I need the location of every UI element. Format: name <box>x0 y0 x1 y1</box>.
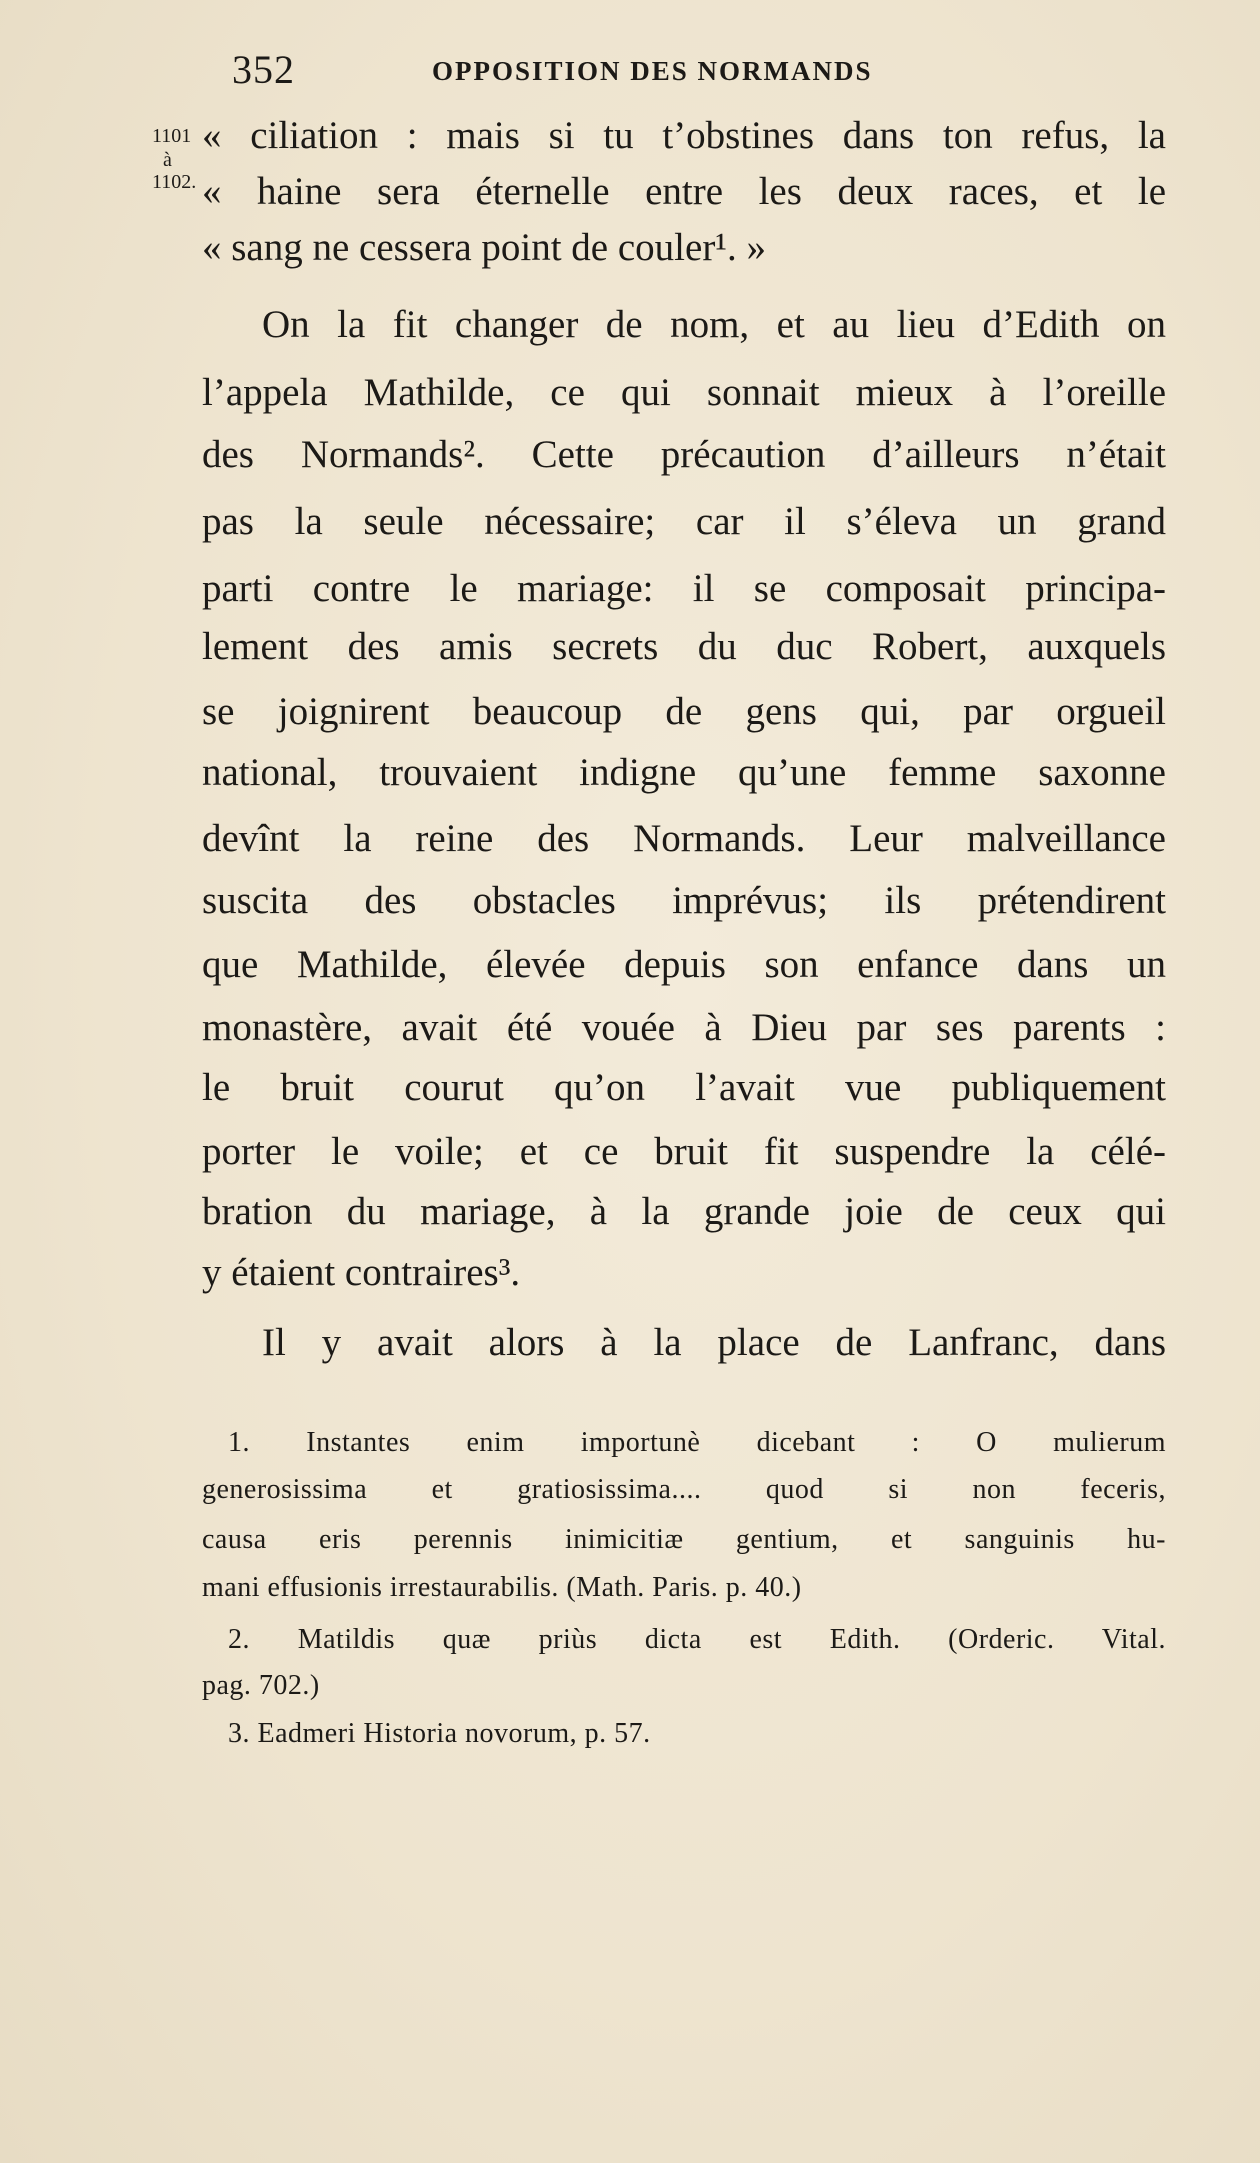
text-line-16: le bruit courut qu’on l’avait vue publiquement <box>202 1066 1166 1109</box>
text-line-7: pas la seule nécessaire; car il s’éleva un grand <box>202 500 1166 543</box>
text-line-2: « haine sera éternelle entre les deux races, et le <box>202 170 1166 213</box>
footnote-line-2: generosissima et gratiosissima.... quod si non feceris, <box>202 1474 1166 1505</box>
margin-date-start: 1101 <box>152 125 192 147</box>
footnote-line-5: 2. Matildis quæ priùs dicta est Edith. (Orderic. Vital. <box>228 1624 1166 1655</box>
text-line-6: des Normands². Cette précaution d’ailleurs n’était <box>202 433 1166 476</box>
text-line-10: se joignirent beaucoup de gens qui, par orgueil <box>202 690 1166 733</box>
text-line-19: y étaient contraires³. <box>202 1251 521 1294</box>
text-line-5: l’appela Mathilde, ce qui sonnait mieux à l’oreille <box>202 371 1166 414</box>
text-line-20: Il y avait alors à la place de Lanfranc, dans <box>262 1321 1166 1364</box>
footnote-line-3: causa eris perennis inimicitiæ gentium, et sanguinis hu- <box>202 1524 1166 1555</box>
margin-date-end: 1102. <box>152 171 197 193</box>
text-line-14: que Mathilde, élevée depuis son enfance dans un <box>202 943 1166 986</box>
text-line-3: « sang ne cessera point de couler¹. » <box>202 226 766 269</box>
text-line-8: parti contre le mariage: il se composait principa- <box>202 567 1166 610</box>
running-head <box>232 46 1112 96</box>
text-line-9: lement des amis secrets du duc Robert, auxquels <box>202 625 1166 668</box>
text-line-17: porter le voile; et ce bruit fit suspendre la célé- <box>202 1130 1166 1173</box>
margin-date-separator: à <box>163 149 172 171</box>
page-number: 352 <box>232 47 295 92</box>
footnote-line-1: 1. Instantes enim importunè dicebant : O mulierum <box>228 1427 1166 1458</box>
text-line-15: monastère, avait été vouée à Dieu par ses parents : <box>202 1006 1166 1049</box>
text-line-18: bration du mariage, à la grande joie de ceux qui <box>202 1190 1166 1233</box>
text-line-13: suscita des obstacles imprévus; ils prétendirent <box>202 879 1166 922</box>
footnote-line-4: mani effusionis irrestaurabilis. (Math. Paris. p. 40.) <box>202 1572 802 1603</box>
text-line-1: « ciliation : mais si tu t’obstines dans ton refus, la <box>202 114 1166 157</box>
text-line-11: national, trouvaient indigne qu’une femme saxonne <box>202 751 1166 794</box>
text-line-12: devînt la reine des Normands. Leur malveillance <box>202 817 1166 860</box>
footnote-line-7: 3. Eadmeri Historia novorum, p. 57. <box>228 1718 651 1749</box>
text-line-4: On la fit changer de nom, et au lieu d’Edith on <box>262 303 1166 346</box>
running-title: OPPOSITION DES NORMANDS <box>432 56 873 86</box>
footnote-line-6: pag. 702.) <box>202 1670 320 1701</box>
